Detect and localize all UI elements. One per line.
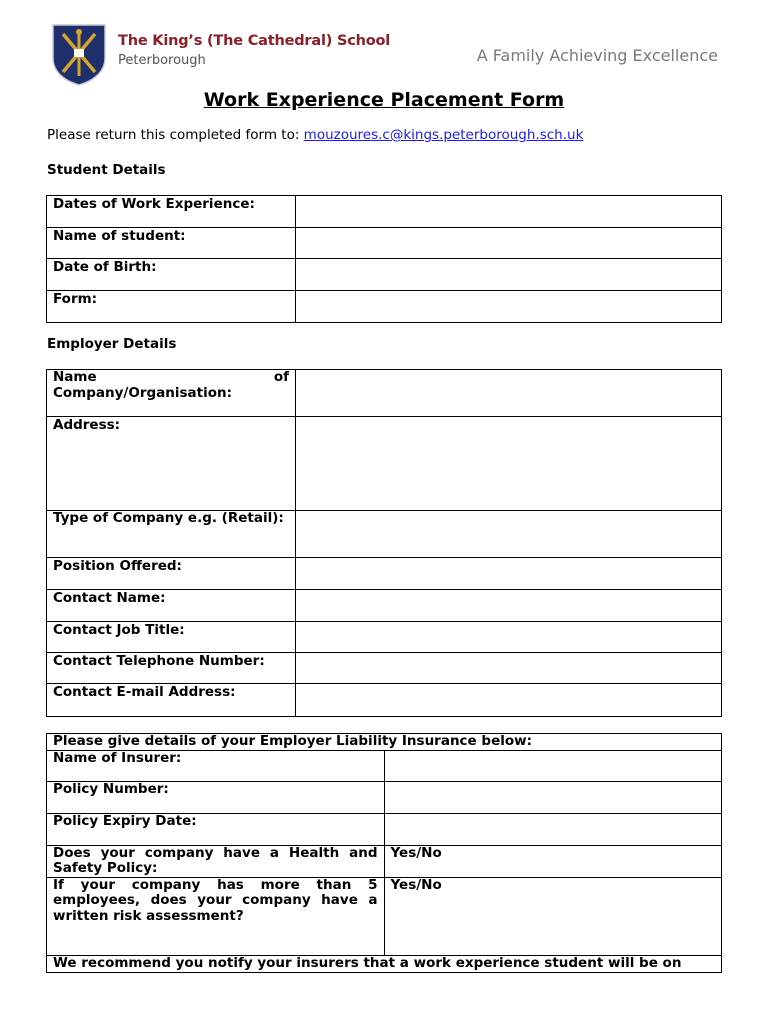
field-input[interactable] [384, 750, 722, 781]
insurance-footer: We recommend you notify your insurers that a work experience student will be on [47, 955, 722, 972]
table-row [47, 259, 722, 291]
insurance-intro: Please give details of your Employer Liability Insurance below: [47, 734, 722, 751]
table-row [47, 558, 722, 590]
table-row [47, 653, 722, 684]
employer-details-table [46, 369, 722, 717]
field-label: Contact Name: [47, 590, 296, 622]
return-instruction [47, 127, 583, 143]
field-input[interactable] [296, 511, 722, 558]
table-row [47, 196, 722, 228]
field-label: Dates of Work Experience: [47, 196, 296, 228]
field-input[interactable] [296, 196, 722, 228]
field-input[interactable] [296, 370, 722, 417]
field-label: Contact Telephone Number: [47, 653, 296, 684]
employer-details-heading: Employer Details [47, 336, 177, 352]
field-label: Name of Insurer: [47, 750, 385, 781]
table-row [47, 370, 722, 417]
field-label: Contact Job Title: [47, 622, 296, 653]
field-label: Name of Company/Organisation: [47, 370, 296, 417]
table-row [47, 845, 722, 877]
field-input[interactable] [296, 291, 722, 323]
field-label: Date of Birth: [47, 259, 296, 291]
yes-no-field[interactable]: Yes/No [384, 877, 722, 955]
field-input[interactable] [296, 590, 722, 622]
field-label: Policy Number: [47, 781, 385, 813]
return-text: Please return this completed form to: [47, 127, 304, 143]
field-label: Form: [47, 291, 296, 323]
school-name: The King’s (The Cathedral) School [118, 33, 391, 49]
table-row [47, 877, 722, 955]
table-row [47, 955, 722, 972]
table-row [47, 590, 722, 622]
student-details-table [46, 195, 722, 323]
field-label: Address: [47, 417, 296, 511]
field-input[interactable] [296, 622, 722, 653]
table-row [47, 781, 722, 813]
table-row [47, 511, 722, 558]
school-motto: A Family Achieving Excellence [476, 46, 718, 65]
field-label: Position Offered: [47, 558, 296, 590]
field-label: Type of Company e.g. (Retail): [47, 511, 296, 558]
field-input[interactable] [384, 813, 722, 845]
field-label: Name of student: [47, 228, 296, 259]
field-input[interactable] [296, 653, 722, 684]
school-location: Peterborough [118, 53, 206, 68]
school-crest-icon [52, 24, 106, 86]
field-input[interactable] [296, 417, 722, 511]
field-input[interactable] [296, 259, 722, 291]
field-input[interactable] [384, 781, 722, 813]
insurance-table [46, 733, 722, 973]
field-label: Contact E-mail Address: [47, 684, 296, 717]
field-label: If your company has more than 5 employees, does your company have a written risk assessment? [47, 877, 385, 955]
page-title: Work Experience Placement Form [203, 89, 565, 111]
field-label: Policy Expiry Date: [47, 813, 385, 845]
table-row [47, 813, 722, 845]
table-row [47, 734, 722, 751]
table-row [47, 622, 722, 653]
student-details-heading: Student Details [47, 162, 166, 178]
field-input[interactable] [296, 228, 722, 259]
table-row [47, 291, 722, 323]
field-input[interactable] [296, 684, 722, 717]
yes-no-field[interactable]: Yes/No [384, 845, 722, 877]
table-row [47, 417, 722, 511]
field-input[interactable] [296, 558, 722, 590]
field-label: Does your company have a Health and Safety Policy: [47, 845, 385, 877]
table-row [47, 684, 722, 717]
table-row [47, 228, 722, 259]
table-row [47, 750, 722, 781]
return-email-link[interactable]: mouzoures.c@kings.peterborough.sch.uk [303, 127, 584, 143]
